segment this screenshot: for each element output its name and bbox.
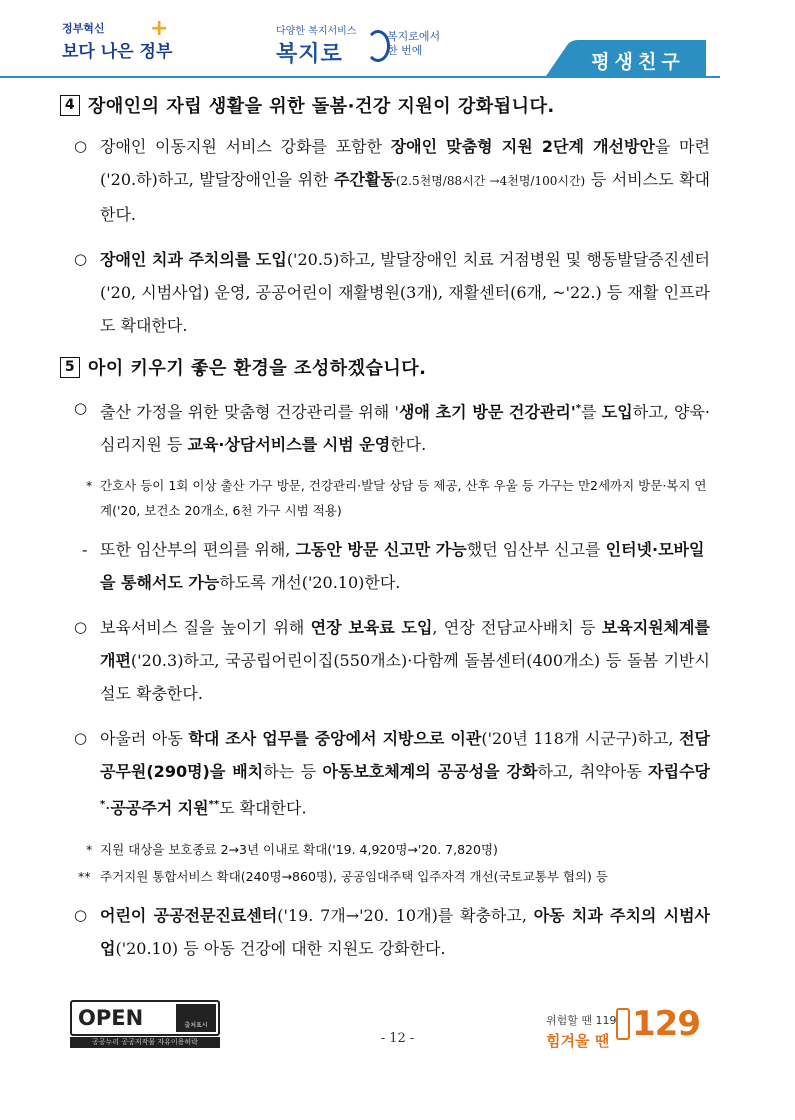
bokjiro-slogan-line2: 한 번에: [387, 44, 423, 57]
header-rule: [0, 76, 720, 78]
footnote-mark: *: [86, 478, 93, 494]
body-text: ('19. 7개→'20. 10개)를 확충하고,: [277, 905, 534, 925]
body-text: 한다.: [390, 435, 427, 455]
bokjiro-tagline: 다양한 복지서비스: [276, 26, 357, 37]
hotline-line1: 위험할 땐 119: [546, 1014, 617, 1027]
emphasis-text: 장애인 치과 주치의를 도입: [100, 250, 287, 269]
page-number: - 12 -: [380, 1031, 415, 1046]
logo-subtitle: 정부혁신: [62, 22, 105, 35]
circle-bullet-icon: ○: [74, 729, 88, 748]
gov-innovation-logo: [62, 16, 173, 62]
bullet-paragraph: [60, 611, 710, 710]
footnote: [60, 864, 710, 889]
emphasis-text: 교육·상담서비스를 시범 운영: [187, 435, 391, 455]
hotline-line2: 힘겨울 땐: [546, 1032, 610, 1050]
circle-bullet-icon: ○: [74, 905, 88, 924]
body-text: ·: [105, 798, 111, 818]
body-text: 하도록 개선('20.10)한다.: [219, 573, 401, 593]
footnote-mark: *: [86, 841, 93, 857]
body-text: 장애인 이동지원 서비스 강화를 포함한: [100, 137, 391, 156]
emphasis-text: 인터넷·모바일을 통해서도 가능: [100, 540, 705, 593]
attribution-icon: [176, 1004, 216, 1032]
body-text: 등 서비스도 확대한다.: [100, 170, 710, 224]
emphasis-text: 아동 치과 주치의 시범사업: [100, 905, 710, 958]
footnote-text: 주거지원 통합서비스 확대(240명→860명), 공공임대주택 입주자격 개선(국토교통부 협의) 등: [100, 868, 608, 884]
section-number-box: 5: [60, 357, 80, 378]
footnote-mark: **: [78, 868, 91, 884]
emphasis-text: 그동안 방문 신고만 가능: [295, 540, 467, 560]
dash-paragraph: [60, 533, 710, 599]
hotline-129-logo: [546, 1002, 706, 1052]
emphasis-text: *: [575, 403, 582, 414]
footnote: [60, 473, 710, 523]
emphasis-text: *: [100, 799, 106, 811]
logo-title: 보다 나은 정부: [62, 42, 173, 62]
section-number-box: 4: [60, 95, 80, 116]
open-license-caption: 공공누리 공공저작물 자유이용허락: [70, 1037, 220, 1048]
section-heading: [60, 354, 710, 380]
bullet-paragraph: [60, 899, 710, 965]
body-text: 보육서비스 질을 높이기 위해: [100, 618, 311, 638]
attribution-label: 출처표시: [184, 1022, 208, 1029]
body-text: ('20.10) 등 아동 건강에 대한 지원도 강화한다.: [115, 938, 446, 958]
bullet-paragraph: [60, 243, 710, 342]
emphasis-text: **: [208, 799, 220, 811]
circle-bullet-icon: ○: [74, 399, 88, 417]
body-text: 했던 임산부 신고를: [466, 540, 606, 560]
footnote-text: 지원 대상을 보호종료 2→3년 이내로 확대('19. 4,920명→'20. 7,820명): [100, 841, 498, 857]
emphasis-text: 연장 보육료 도입: [310, 618, 433, 638]
circle-bullet-icon: ○: [74, 250, 88, 268]
body-text: ('20년 118개 시군구)하고,: [481, 729, 680, 749]
body-text: 출산 가정을 위한 맞춤형 건강관리를 위해 ': [100, 402, 399, 422]
section-tab-label: 평생친구: [591, 51, 685, 73]
footnote-text: 간호사 등이 1회 이상 출산 가구 방문, 건강관리·발달 상담 등 제공, 산후 우울 등 가구는 만2세까지 방문·복지 연계('20, 보건소 20개소, 6천 가구 시범 적용): [100, 478, 707, 519]
emphasis-text: 주간활동: [334, 170, 396, 189]
plus-icon: +: [150, 16, 169, 41]
emphasis-text: 공공주거 지원: [110, 798, 209, 818]
emphasis-text: 장애인 맞춤형 지원 2단계 개선방안: [390, 137, 655, 156]
emphasis-text: 어린이 공공전문진료센터: [100, 905, 278, 925]
section-tab: [546, 40, 706, 78]
emphasis-text: 생애 초기 방문 건강관리': [398, 402, 576, 422]
open-label: OPEN: [78, 1006, 144, 1030]
emphasis-text: 전담공무원(290명)을 배치: [100, 729, 710, 782]
hotline-number: 129: [632, 1004, 700, 1044]
body-text: ('20.3)하고, 국공립어린이집(550개소)·다함께 돌봄센터(400개소) 등 돌봄 기반시설도 확충한다.: [100, 651, 710, 704]
body-text: 하고, 취약아동: [537, 762, 649, 782]
body-text: ('20.5)하고, 발달장애인 치료 거점병원 및 행동발달증진센터('20, 시범사업) 운영, 공공어린이 재활병원(3개), 재활센터(6개, ~'22.) 등 재활 인프라도 확대한다.: [100, 250, 710, 335]
bullet-paragraph: [60, 722, 710, 824]
section-title: 아이 키우기 좋은 환경을 조성하겠습니다.: [88, 358, 427, 379]
emphasis-text: 학대 조사 업무를 중앙에서 지방으로 이관: [188, 729, 482, 749]
bokjiro-slogan-line1: 복지로에서: [387, 30, 441, 43]
section-title: 장애인의 자립 생활을 위한 돌봄·건강 지원이 강화됩니다.: [88, 96, 555, 117]
body-text: 하고, 양육·심리지원 등: [100, 402, 711, 455]
body-text: 를: [581, 402, 602, 422]
emphasis-text: 아동보호체계의 공공성을 강화: [322, 762, 538, 782]
bokjiro-slogan: [387, 30, 467, 58]
body-text: 을 마련('20.하)하고, 발달장애인을 위한: [100, 137, 710, 189]
page-header: [0, 0, 795, 90]
body-text: 또한 임산부의 편의를 위해,: [100, 540, 296, 560]
bokjiro-wordmark: 복지로: [276, 42, 343, 67]
dash-bullet-icon: -: [82, 540, 88, 560]
emphasis-text: 도입: [601, 402, 633, 422]
document-body: [60, 92, 710, 977]
phone-icon: [616, 1008, 630, 1040]
body-text: 하는 등: [263, 762, 323, 782]
emphasis-text: 자립수당: [648, 762, 710, 782]
body-text: 도 확대한다.: [219, 798, 307, 818]
section-heading: [60, 92, 710, 118]
bullet-paragraph: [60, 130, 710, 231]
emphasis-text: 보육지원체계를 개편: [100, 618, 710, 671]
footnote: [60, 837, 710, 862]
circle-bullet-icon: ○: [74, 618, 88, 637]
body-text: 아울러 아동: [100, 729, 189, 749]
body-text: (2.5천명/88시간 →4천명/100시간): [395, 174, 586, 188]
bullet-paragraph: [60, 392, 710, 461]
bokjiro-logo: [276, 22, 441, 68]
body-text: , 연장 전담교사배치 등: [432, 618, 602, 638]
circle-bullet-icon: ○: [74, 137, 88, 155]
